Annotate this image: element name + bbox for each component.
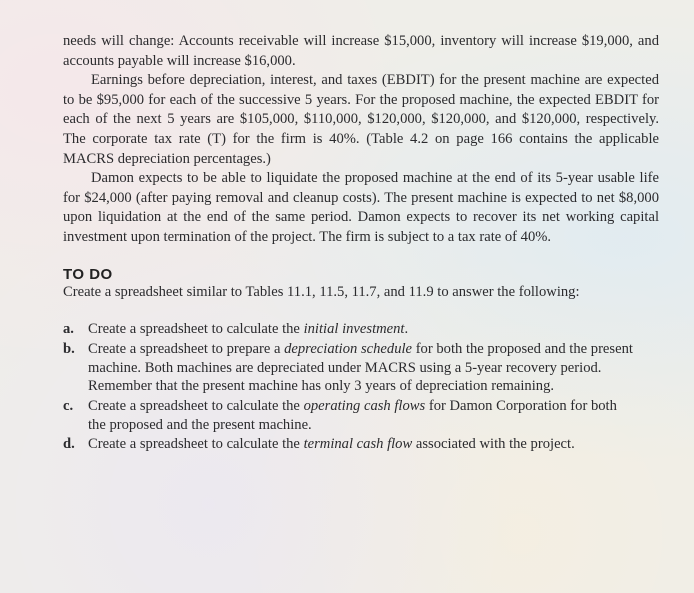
todo-item-marker: d. xyxy=(63,436,75,453)
paragraph-ebdit: Earnings before depreciation, interest, and taxes (EBDIT) for the present machine are expected to be $95,000 for each of the successive 5 years. For the proposed machine, the expected EBDIT for each of the next 5 years are $105,000, $110,000, $120,000, $120,000, and $120,000, respectively. The corporate tax rate (T) for the firm is 40%. (Table 4.2 on page 166 contains the applicable MACRS depreciation percentages.) xyxy=(63,72,659,167)
todo-item-text-end: . xyxy=(404,321,409,338)
todo-item-text-end: associated with the project. xyxy=(412,436,575,453)
todo-item-emphasis: terminal cash flow xyxy=(303,436,413,453)
todo-item-marker: c. xyxy=(63,397,74,414)
todo-item-d xyxy=(63,435,659,454)
todo-item-text xyxy=(88,340,638,396)
todo-item-text xyxy=(88,397,638,434)
todo-item-emphasis: depreciation schedule xyxy=(284,340,413,357)
todo-item-text xyxy=(88,435,638,454)
paragraph-working-capital: needs will change: Accounts receivable will increase $15,000, inventory will increase $19,000, and accounts payable will increase $16,000. xyxy=(63,33,659,69)
todo-item-emphasis: operating cash flows xyxy=(303,397,426,414)
todo-item-a xyxy=(63,320,659,339)
todo-item-text-end: for both the proposed and the present machine. Both machines are depreciated under MACRS using a 5-year recovery period. Remember that the present machine has only 3 years of depreciation remaining. xyxy=(88,340,633,395)
todo-list xyxy=(63,320,659,454)
todo-item-marker: a. xyxy=(63,321,74,338)
paragraph-liquidation: Damon expects to be able to liquidate the proposed machine at the end of its 5-year usable life for $24,000 (after paying removal and cleanup costs). The present machine is expected to net $8,000 upon liquidation at the end of the same period. Damon expects to recover its net working capital investment upon termination of the project. The firm is subject to a tax rate of 40%. xyxy=(63,170,659,245)
todo-item-b xyxy=(63,340,659,396)
todo-item-text-start: Create a spreadsheet to calculate the xyxy=(88,397,304,414)
todo-item-emphasis: initial investment xyxy=(303,321,405,338)
todo-heading: TO DO xyxy=(63,265,113,283)
todo-item-text xyxy=(88,320,638,339)
todo-item-text-start: Create a spreadsheet to calculate the xyxy=(88,436,304,453)
todo-item-text-start: Create a spreadsheet to calculate the xyxy=(88,321,304,338)
todo-item-text-start: Create a spreadsheet to prepare a xyxy=(88,340,285,357)
todo-item-text-end: for Damon Corporation for both the proposed and the present machine. xyxy=(88,397,617,433)
todo-item-marker: b. xyxy=(63,340,75,357)
page-content xyxy=(63,32,659,455)
todo-intro: Create a spreadsheet similar to Tables 11.1, 11.5, 11.7, and 11.9 to answer the following: xyxy=(63,283,580,300)
todo-item-c xyxy=(63,397,659,434)
